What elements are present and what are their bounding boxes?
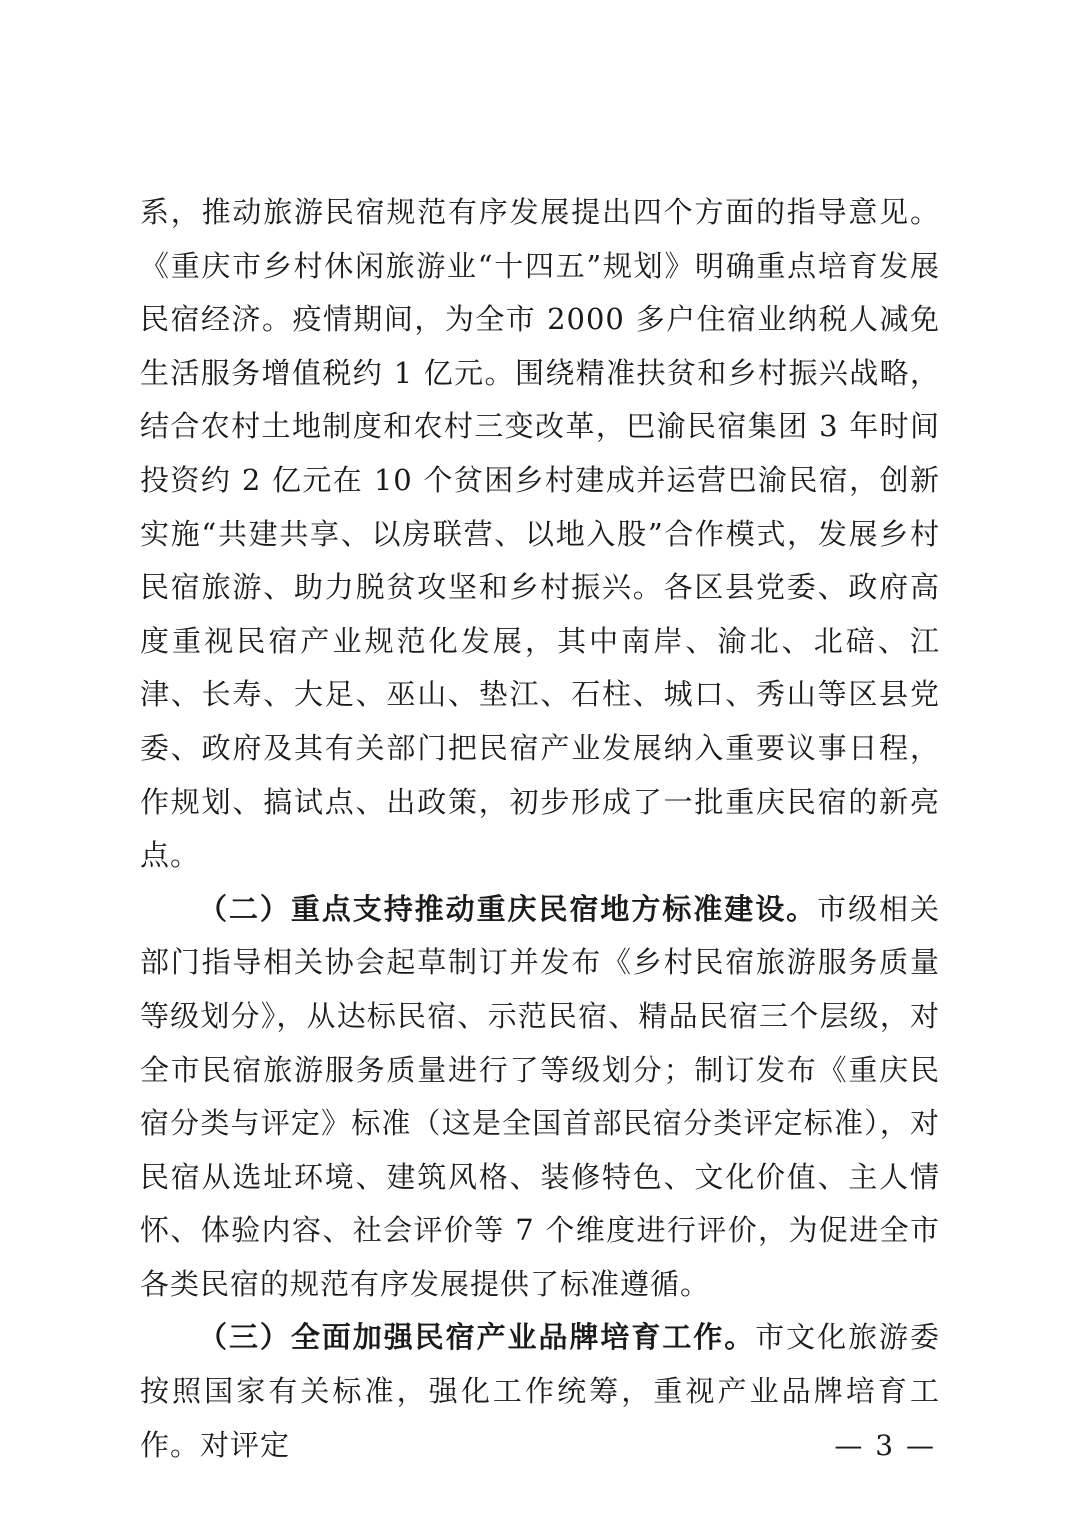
paragraph-text: 系，推动旅游民宿规范有序发展提出四个方面的指导意见。《重庆市乡村休闲旅游业“十四五”规划》明确重点培育发展民宿经济。疫情期间，为全市 2000 多户住宿业纳税人减免生活服务增值税约 1 亿元。围绕精准扶贫和乡村振兴战略，结合农村土地制度和农村三变改革，巴渝民宿集团 3 年时间投资约 2 亿元在 10 个贫困乡村建成并运营巴渝民宿，创新实施“共建共享、以房联营、以地入股”合作模式，发展乡村民宿旅游、助力脱贫攻坚和乡村振兴。各区县党委、政府高度重视民宿产业规范化发展，其中南岸、渝北、北碚、江津、长寿、大足、巫山、垫江、石柱、城口、秀山等区县党委、政府及其有关部门把民宿产业发展纳入重要议事日程，作规划、搞试点、出政策，初步形成了一批重庆民宿的新亮点。 <box>140 195 940 873</box>
paragraph-text: 市文化旅游委按照国家有关标准，强化工作统筹，重视产业品牌培育工作。对评定 <box>140 1320 940 1462</box>
page-number: — 3 — <box>834 1429 936 1462</box>
section-heading: （三）全面加强民宿产业品牌培育工作。 <box>198 1320 756 1355</box>
paragraph <box>140 186 940 883</box>
section-heading: （二）重点支持推动重庆民宿地方标准建设。 <box>198 891 818 926</box>
body-text <box>140 186 940 1472</box>
paragraph-text: 市级相关部门指导相关协会起草制订并发布《乡村民宿旅游服务质量等级划分》，从达标民宿、示范民宿、精品民宿三个层级，对全市民宿旅游服务质量进行了等级划分；制订发布《重庆民宿分类与评定》标准（这是全国首部民宿分类评定标准），对民宿从选址环境、建筑风格、装修特色、文化价值、主人情怀、体验内容、社会评价等 7 个维度进行评价，为促进全市各类民宿的规范有序发展提供了标准遵循。 <box>140 891 940 1301</box>
paragraph <box>140 1311 940 1472</box>
paragraph <box>140 883 940 1312</box>
